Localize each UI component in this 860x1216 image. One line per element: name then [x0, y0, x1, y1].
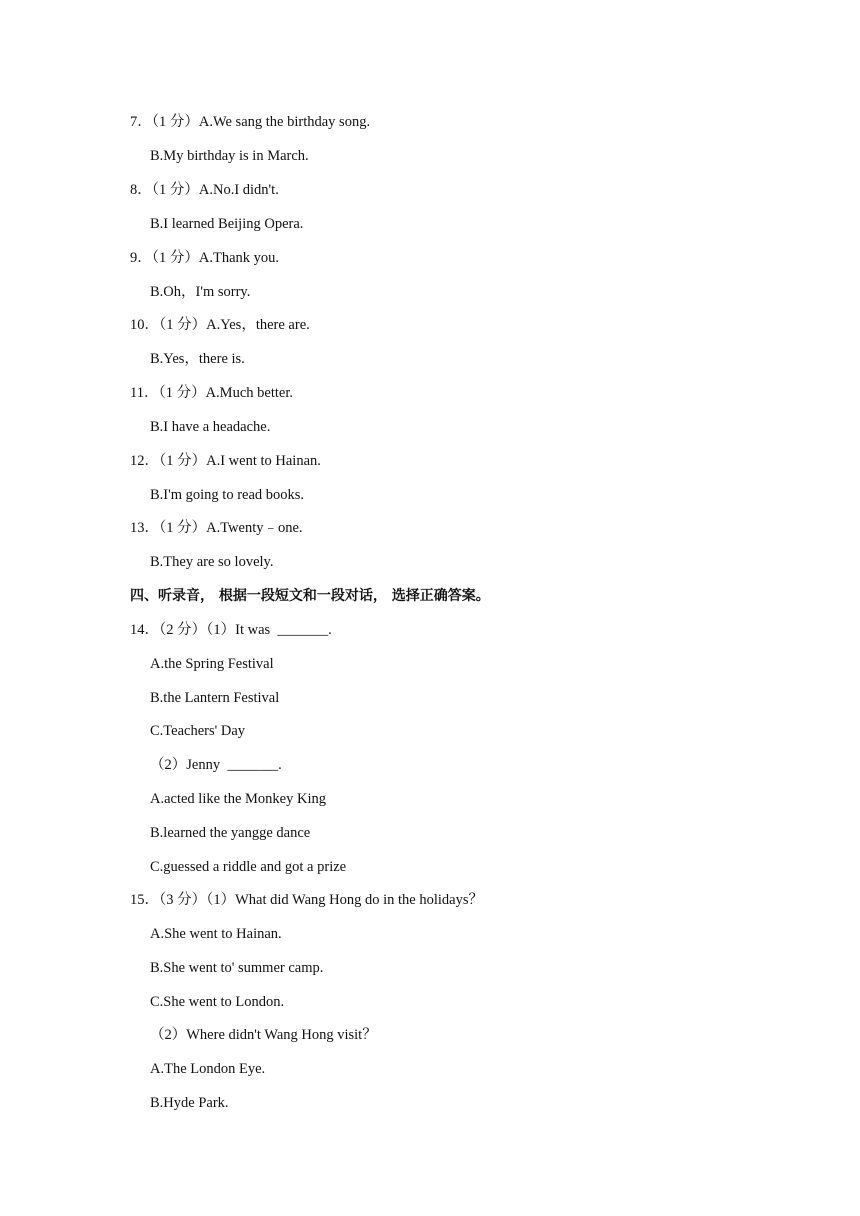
option-14-1b: B.the Lantern Festival — [150, 690, 280, 706]
option-14-1c: C.Teachers' Day — [150, 723, 246, 739]
section-heading: 四、听录音， 根据一段短文和一段对话， 选择正确答案。 — [130, 588, 490, 604]
option-15-1b: B.She went to' summer camp. — [150, 960, 324, 976]
question-8: 8．（1 分）A.No.I didn't. — [130, 182, 279, 198]
option-15-2b: B.Hyde Park. — [150, 1095, 229, 1111]
question-14: 14．（2 分）（1）It was _______. — [130, 622, 332, 638]
option-9b: B.Oh，I'm sorry. — [150, 284, 251, 300]
option-15-1c: C.She went to London. — [150, 994, 285, 1010]
question-15-2: （2）Where didn't Wang Hong visit？ — [150, 1027, 377, 1043]
option-13b: B.They are so lovely. — [150, 554, 274, 570]
question-11: 11．（1 分）A.Much better. — [130, 385, 293, 401]
option-12b: B.I'm going to read books. — [150, 487, 305, 503]
question-10: 10．（1 分）A.Yes，there are. — [130, 317, 310, 333]
option-14-2a: A.acted like the Monkey King — [150, 791, 326, 807]
question-9: 9．（1 分）A.Thank you. — [130, 250, 280, 266]
option-15-2a: A.The London Eye. — [150, 1061, 266, 1077]
question-12: 12．（1 分）A.I went to Hainan. — [130, 453, 321, 469]
option-7b: B.My birthday is in March. — [150, 148, 309, 164]
option-8b: B.I learned Beijing Opera. — [150, 216, 304, 232]
option-15-1a: A.She went to Hainan. — [150, 926, 282, 942]
option-14-2b: B.learned the yangge dance — [150, 825, 311, 841]
question-7: 7．（1 分）A.We sang the birthday song. — [130, 114, 371, 130]
option-14-1a: A.the Spring Festival — [150, 656, 274, 672]
question-15: 15．（3 分）（1）What did Wang Hong do in the holidays？ — [130, 892, 483, 908]
question-14-2: （2）Jenny _______. — [150, 757, 282, 773]
option-11b: B.I have a headache. — [150, 419, 271, 435]
question-13: 13．（1 分）A.Twenty﹣one. — [130, 520, 303, 536]
option-10b: B.Yes，there is. — [150, 351, 245, 367]
option-14-2c: C.guessed a riddle and got a prize — [150, 859, 347, 875]
